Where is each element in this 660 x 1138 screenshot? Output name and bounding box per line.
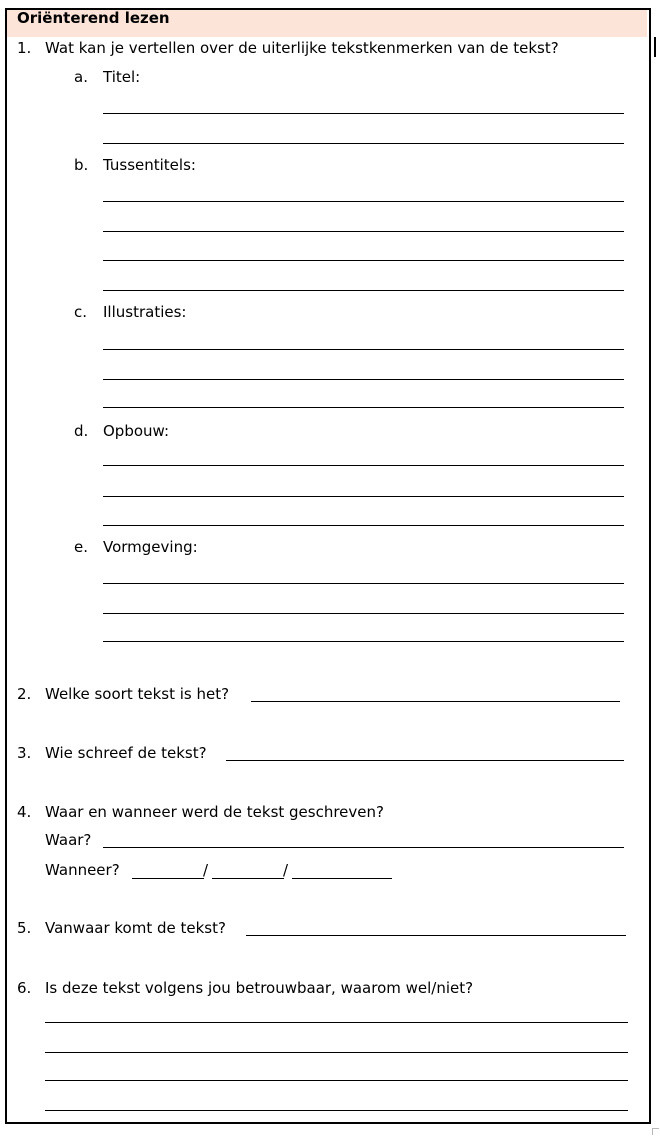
q1e-label: Vormgeving: <box>103 538 198 556</box>
answer-line[interactable] <box>103 201 624 202</box>
answer-line[interactable] <box>103 583 624 584</box>
q4-when-label: Wanneer? <box>45 861 120 879</box>
answer-line[interactable] <box>103 407 624 408</box>
answer-line[interactable] <box>251 701 620 702</box>
q1b-label: Tussentitels: <box>103 156 196 174</box>
page-corner-mark <box>652 1128 659 1135</box>
q2-number: 2. <box>17 685 32 703</box>
worksheet-frame <box>5 8 651 1124</box>
q1-number: 1. <box>17 39 32 57</box>
q1b-letter: b. <box>74 156 89 174</box>
q1-text: Wat kan je vertellen over de uiterlijke tekstkenmerken van de tekst? <box>45 39 559 57</box>
date-month-line[interactable] <box>212 878 284 879</box>
q1d-letter: d. <box>74 422 89 440</box>
q2-text: Welke soort tekst is het? <box>45 685 230 703</box>
answer-line[interactable] <box>103 379 624 380</box>
q4-number: 4. <box>17 803 32 821</box>
answer-line[interactable] <box>103 143 624 144</box>
answer-line[interactable] <box>103 260 624 261</box>
q5-number: 5. <box>17 919 32 937</box>
q5-text: Vanwaar komt de tekst? <box>45 919 226 937</box>
answer-line[interactable] <box>103 349 624 350</box>
answer-line[interactable] <box>103 290 624 291</box>
q1e-letter: e. <box>74 538 88 556</box>
answer-line[interactable] <box>103 113 624 114</box>
answer-line[interactable] <box>103 231 624 232</box>
q4-where-label: Waar? <box>45 831 92 849</box>
q3-text: Wie schreef de tekst? <box>45 744 207 762</box>
q6-number: 6. <box>17 979 32 997</box>
date-year-line[interactable] <box>292 878 392 879</box>
answer-line[interactable] <box>246 935 626 936</box>
q6-text: Is deze tekst volgens jou betrouwbaar, waarom wel/niet? <box>45 979 474 997</box>
q3-number: 3. <box>17 744 32 762</box>
date-separator: / <box>283 861 289 879</box>
q1a-label: Titel: <box>103 68 141 86</box>
answer-line[interactable] <box>226 760 624 761</box>
q1d-label: Opbouw: <box>103 422 170 440</box>
answer-line[interactable] <box>103 496 624 497</box>
answer-line[interactable] <box>103 847 624 848</box>
answer-line[interactable] <box>45 1022 628 1023</box>
text-cursor <box>654 37 656 57</box>
date-separator: / <box>203 861 209 879</box>
q1c-label: Illustraties: <box>103 303 187 321</box>
answer-line[interactable] <box>103 525 624 526</box>
date-day-line[interactable] <box>132 878 204 879</box>
q1a-letter: a. <box>74 68 88 86</box>
q1c-letter: c. <box>74 303 88 321</box>
section-title: Oriënterend lezen <box>17 9 170 27</box>
answer-line[interactable] <box>103 465 624 466</box>
answer-line[interactable] <box>45 1052 628 1053</box>
q4-text: Waar en wanneer werd de tekst geschreven? <box>45 803 384 821</box>
answer-line[interactable] <box>45 1110 628 1111</box>
answer-line[interactable] <box>103 613 624 614</box>
answer-line[interactable] <box>45 1080 628 1081</box>
answer-line[interactable] <box>103 641 624 642</box>
